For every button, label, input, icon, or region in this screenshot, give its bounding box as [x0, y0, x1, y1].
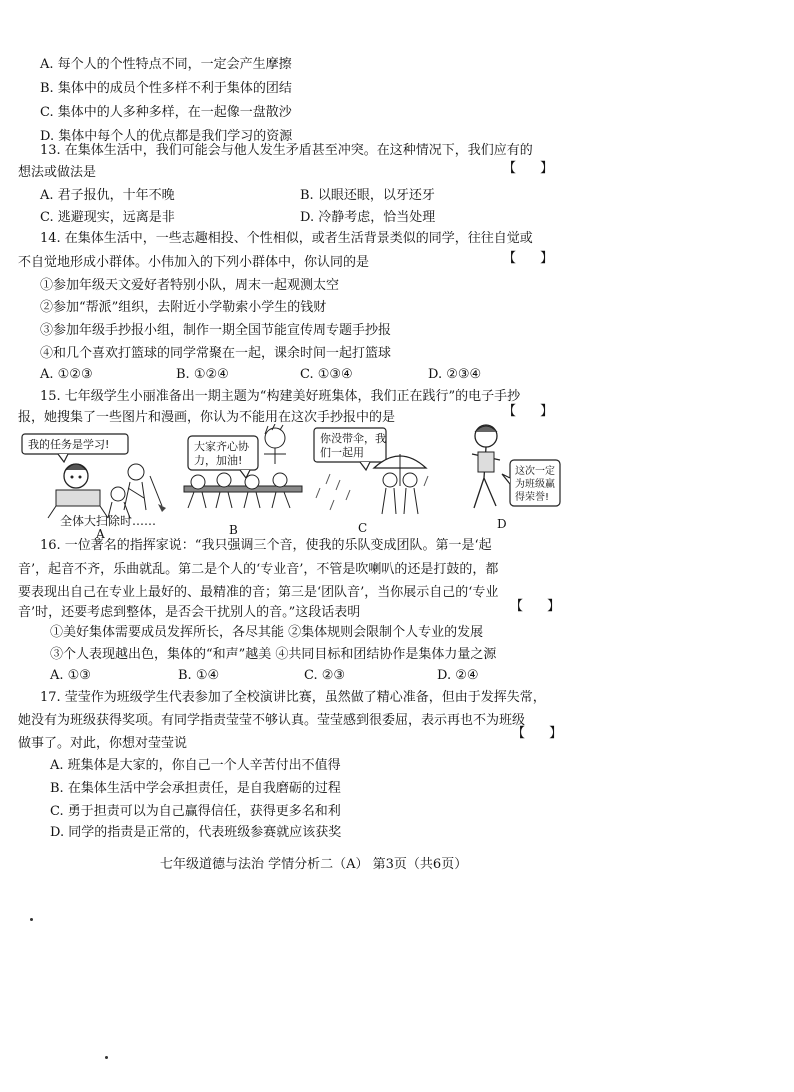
q13-option-d: D. 冷静考虑，恰当处理: [300, 210, 436, 225]
q15-d-bubble-line-1: 这次一定: [515, 466, 555, 477]
q12-option-d: D. 集体中每个人的优点都是我们学习的资源: [40, 129, 293, 144]
q17-option-c: C. 勇于担责可以为自己赢得信任，获得更多名和利: [50, 804, 341, 819]
q16-stem-line-3: 要表现出自己在专业上最好的、最精准的音；第三是‘团队音’，当你展示自己的‘专业: [18, 585, 499, 600]
q15-d-bubble-line-3: 得荣誉!: [515, 492, 550, 503]
q13-option-b: B. 以眼还眼，以牙还牙: [300, 188, 435, 203]
q16-answer-bracket: 【 】: [510, 599, 571, 614]
q15-b-label: B: [229, 523, 238, 537]
q16-option-d: D. ②④: [437, 668, 479, 683]
q16-stem-line-1: 16. 一位著名的指挥家说：“我只强调三个音，使我的乐队变成团队。第一是‘起: [40, 538, 492, 553]
q17-stem-line-1: 17. 莹莹作为班级学生代表参加了全校演讲比赛，虽然做了精心准备，但由于发挥失常，: [40, 690, 546, 705]
q12-option-a: A. 每个人的个性特点不同，一定会产生摩擦: [40, 57, 292, 72]
q15-a-caption: 全体大扫除时……: [60, 514, 157, 528]
q17-stem-line-2: 她没有为班级获得奖项。有同学指责莹莹不够认真。莹莹感到很委屈，表示再也不为班级: [18, 713, 526, 728]
q16-option-b: B. ①④: [178, 668, 220, 683]
q17-option-d: D. 同学的指责是正常的，代表班级参赛就应该获奖: [50, 825, 342, 840]
page-footer: 七年级道德与法治 学情分析二（A） 第3页（共6页）: [160, 857, 468, 872]
q15-c-bubble-line-1: 你没带伞，我: [320, 432, 386, 445]
q13-stem-line-2: 想法或做法是: [18, 165, 97, 180]
q15-stem-line-1: 15. 七年级学生小丽准备出一期主题为“构建美好班集体，我们正在践行”的电子手抄: [40, 389, 521, 404]
q15-answer-bracket: 【 】: [503, 404, 564, 419]
q16-option-c: C. ②③: [304, 668, 346, 683]
q13-option-a: A. 君子报仇，十年不晚: [40, 188, 175, 203]
q15-cartoon-c: [310, 424, 435, 518]
q15-stem-line-2: 报，她搜集了一些图片和漫画，你认为不能用在这次手抄报中的是: [18, 410, 396, 425]
q15-d-label: D: [497, 517, 507, 531]
q12-option-c: C. 集体中的人多种多样，在一起像一盘散沙: [40, 105, 292, 120]
q15-b-bubble-line-1: 大家齐心协: [194, 440, 249, 453]
q16-items-line-1: ①美好集体需要成员发挥所长，各尽其能 ②集体规则会限制个人专业的发展: [50, 625, 484, 640]
q14-stem-line-1: 14. 在集体生活中，一些志趣相投、个性相似，或者生活背景类似的同学，往往自觉或: [40, 231, 533, 246]
q12-option-b: B. 集体中的成员个性多样不利于集体的团结: [40, 81, 292, 96]
q13-stem-line-1: 13. 在集体生活中，我们可能会与他人发生矛盾甚至冲突。在这种情况下，我们应有的: [40, 143, 533, 158]
q14-answer-bracket: 【 】: [503, 251, 564, 266]
q13-answer-bracket: 【 】: [503, 161, 564, 176]
q14-stem-line-2: 不自觉地形成小群体。小伟加入的下列小群体中，你认同的是: [18, 255, 370, 270]
q17-option-b: B. 在集体生活中学会承担责任，是自我磨砺的过程: [50, 781, 341, 796]
q14-option-c: C. ①③④: [300, 367, 353, 382]
q14-item-4: ④和几个喜欢打篮球的同学常聚在一起，课余时间一起打篮球: [40, 346, 392, 361]
q15-cartoon-a: [18, 432, 168, 522]
q15-c-bubble-line-2: 们一起用: [320, 446, 364, 459]
q16-stem-line-4: 音’时，还要考虑到整体，是否会干扰别人的音。”这段话表明: [18, 605, 361, 620]
q15-b-bubble-line-2: 力，加油!: [194, 454, 243, 467]
q15-a-label: A: [96, 527, 105, 541]
q14-option-a: A. ①②③: [40, 367, 93, 382]
q17-answer-bracket: 【 】: [512, 726, 573, 741]
q16-option-a: A. ①③: [50, 668, 91, 683]
q17-option-a: A. 班集体是大家的，你自己一个人辛苦付出不值得: [50, 758, 341, 773]
q15-c-label: C: [358, 521, 368, 535]
q15-a-bubble: 我的任务是学习!: [28, 438, 110, 451]
q13-option-c: C. 逃避现实，远离是非: [40, 210, 175, 225]
q15-cartoon-d: [460, 420, 565, 516]
q16-stem-line-2: 音’，起音不齐，乐曲就乱。第二是个人的‘专业音’，不管是吹喇叭的还是打鼓的，都: [18, 562, 499, 577]
scan-speck: [105, 1056, 108, 1059]
q14-option-b: B. ①②④: [176, 367, 229, 382]
q15-d-bubble-line-2: 为班级赢: [515, 479, 555, 490]
q14-item-3: ③参加年级手抄报小组，制作一期全国节能宣传周专题手抄报: [40, 323, 392, 338]
q14-item-2: ②参加“帮派”组织，去附近小学勒索小学生的钱财: [40, 300, 327, 315]
q16-items-line-2: ③个人表现越出色，集体的“和声”越美 ④共同目标和团结协作是集体力量之源: [50, 647, 497, 662]
q14-option-d: D. ②③④: [428, 367, 482, 382]
q14-item-1: ①参加年级天文爱好者特别小队，周末一起观测太空: [40, 278, 340, 293]
scan-speck: [30, 918, 33, 921]
q15-cartoon-b: [180, 424, 305, 514]
q17-stem-line-3: 做事了。对此，你想对莹莹说: [18, 736, 188, 751]
